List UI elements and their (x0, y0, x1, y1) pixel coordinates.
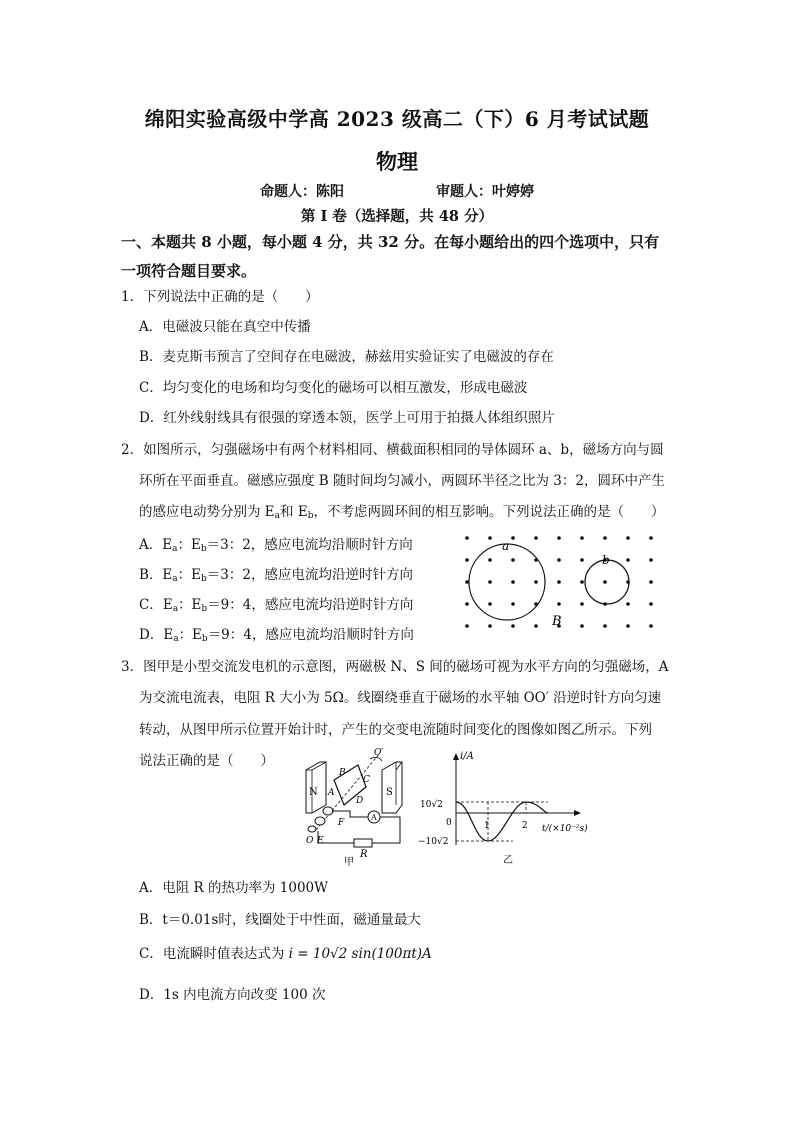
q3-formula: i = 10√2 sin(100πt)A (288, 946, 432, 962)
field-dot (511, 602, 515, 606)
q2-magnetic-field-figure (455, 530, 655, 640)
reviewer-name: 审题人：叶婷婷 (436, 184, 534, 200)
field-dot (626, 536, 630, 540)
q2-stem-line-1: 2．如图所示，匀强磁场中有两个材料相同、横截面积相同的导体圆环 a、b，磁场方向与圆 (121, 442, 664, 458)
q2-option-c: C．$E_a$：$E_b=9$：4，感应电流均沿逆时针方向 (139, 597, 414, 614)
q3-option-b: B．t＝0.01s时，线圈处于中性面，磁通量最大 (139, 912, 421, 928)
field-dot (580, 624, 584, 628)
field-dot (580, 536, 584, 540)
field-dot (534, 580, 538, 584)
q3-stem-line-1: 3．图甲是小型交流发电机的示意图，两磁极 N、S 间的磁场可视为水平方向的匀强磁场，A (121, 659, 669, 675)
field-dot (465, 624, 469, 628)
y-axis-label: i/A (460, 751, 474, 762)
setter-name: 命题人：陈阳 (260, 184, 344, 200)
field-dot (557, 602, 561, 606)
svg-text:O: O (306, 836, 314, 846)
field-dot (649, 536, 653, 540)
q3-option-c: C．电流瞬时值表达式为 i = 10√2 sin(100πt)A (139, 946, 432, 962)
field-dot (626, 558, 630, 562)
q1-option-d: D．红外线射线具有很强的穿透本领，医学上可用于拍摄人体组织照片 (139, 410, 555, 426)
q2-option-d: D．$E_a$：$E_b=9$：4，感应电流均沿顺时针方向 (139, 627, 414, 644)
q2-stem-line-2: 环所在平面垂直。磁感应强度 B 随时间均匀减小，两圆环半径之比为 3：2，圆环中产生 (139, 473, 665, 489)
field-dot (649, 624, 653, 628)
field-dot (626, 624, 630, 628)
y-tick-pos: 10√2 (420, 800, 443, 810)
field-dot (557, 558, 561, 562)
field-dot (580, 558, 584, 562)
x-tick-1: 1 (484, 821, 490, 831)
figure-jia-caption: 甲 (344, 857, 354, 867)
q3-stem-line-3: 转动，从图甲所示位置开始计时，产生的交变电流随时间变化的图像如图乙所示。下列 (139, 722, 652, 738)
section-instruction (121, 228, 681, 286)
subject-title: 物理 (376, 149, 418, 174)
section-line-2: 一项符合题目要求。 (121, 262, 257, 280)
q2-option-b: B．$E_a$：$E_b=3$：2，感应电流均沿逆时针方向 (139, 567, 413, 584)
svg-text:N: N (309, 787, 318, 798)
field-dot (557, 536, 561, 540)
svg-text:C: C (363, 775, 370, 785)
q1-option-c: C．均匀变化的电场和均匀变化的磁场可以相互激发，形成电磁波 (139, 380, 528, 396)
field-dot (511, 536, 515, 540)
q1-option-b: B．麦克斯韦预言了空间存在电磁波，赫兹用实验证实了电磁波的存在 (139, 349, 554, 365)
svg-text:A: A (371, 813, 377, 822)
q3-stem-line-2: 为交流电流表，电阻 R 大小为 5Ω。线圈绕垂直于磁场的水平轴 OO′ 沿逆时针方向匀速 (139, 690, 662, 706)
svg-text:B: B (339, 768, 346, 778)
figure-yi-caption: 乙 (503, 855, 513, 866)
current-curve (456, 802, 548, 841)
q3-option-a: A．电阻 R 的热功率为 1000W (139, 880, 329, 896)
field-dot (626, 602, 630, 606)
q2-stem-line-3: 的感应电动势分别为 $E_a$和 $E_b$，不考虑两圆环间的相互影响。下列说法正确的是（ ） (139, 504, 665, 521)
field-dot (649, 580, 653, 584)
ring-b-label: b (602, 553, 610, 567)
svg-text:E: E (317, 836, 324, 846)
field-dot (465, 536, 469, 540)
field-dot (488, 536, 492, 540)
field-dot (534, 624, 538, 628)
field-dot (603, 580, 607, 584)
svg-text:S: S (386, 787, 393, 798)
field-dot (649, 558, 653, 562)
generator-figure (298, 745, 410, 867)
field-label-B: B (552, 614, 562, 629)
field-dot (580, 602, 584, 606)
field-dot (488, 602, 492, 606)
svg-text:R: R (360, 849, 368, 860)
q1-option-a: A．电磁波只能在真空中传播 (139, 319, 311, 335)
ring-a-label: a (502, 539, 510, 553)
section-line-1: 一、本题共 8 小题，每小题 4 分，共 32 分。在每小题给出的四个选项中，只有 (121, 233, 660, 251)
field-dot (603, 624, 607, 628)
y-tick-neg: −10√2 (418, 837, 449, 847)
field-dot (511, 558, 515, 562)
svg-text:O′: O′ (374, 748, 384, 758)
resistor-r (354, 839, 372, 847)
exam-title: 绵阳实验高级中学高 2023 级高二（下）6 月考试试题 (144, 107, 650, 131)
field-dot (511, 624, 515, 628)
field-dot (649, 602, 653, 606)
field-dot (465, 558, 469, 562)
y-tick-zero: 0 (446, 818, 452, 828)
field-dot (488, 580, 492, 584)
part-heading: 第 I 卷（选择题，共 48 分） (300, 208, 494, 225)
current-time-graph (418, 745, 630, 867)
field-dot (557, 580, 561, 584)
field-dot (534, 536, 538, 540)
field-dot (488, 558, 492, 562)
ring-a (469, 544, 545, 620)
q3-option-d: D．1s 内电流方向改变 100 次 (139, 987, 326, 1003)
field-dot (488, 624, 492, 628)
field-dot (511, 580, 515, 584)
field-dot (580, 580, 584, 584)
field-dot (465, 602, 469, 606)
q3-stem-line-4: 说法正确的是（ ） (139, 753, 274, 769)
svg-text:F: F (338, 818, 345, 828)
q1-stem: 1．下列说法中正确的是（ ） (121, 289, 319, 305)
x-tick-2: 2 (522, 821, 528, 831)
field-dot (465, 580, 469, 584)
svg-text:A: A (328, 788, 335, 798)
svg-text:D: D (356, 796, 364, 806)
x-axis-label: t/(×10⁻²s) (542, 824, 588, 834)
field-dot (603, 536, 607, 540)
q2-option-a: A．$E_a$：$E_b=3$：2，感应电流均沿顺时针方向 (139, 537, 413, 554)
